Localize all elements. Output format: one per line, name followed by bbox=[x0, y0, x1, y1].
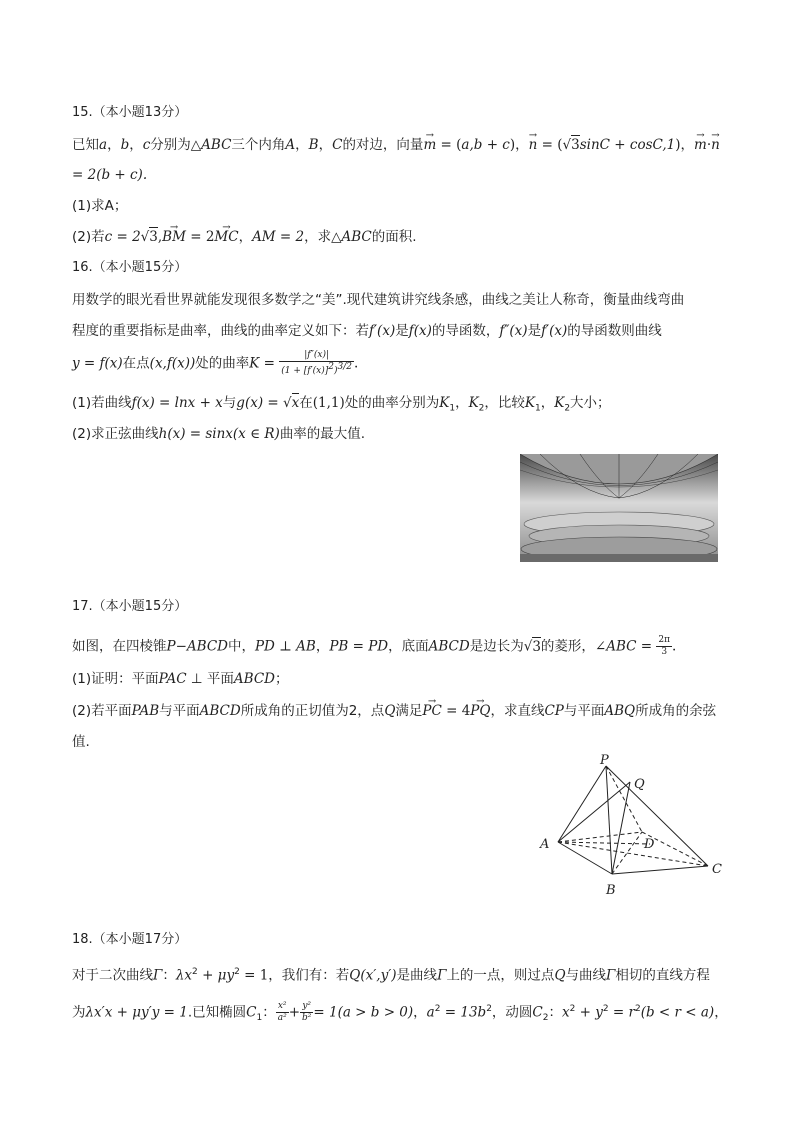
label-c: C bbox=[712, 862, 722, 877]
q16-header: 16.（本小题15分） bbox=[72, 260, 188, 275]
q16-part1: (1)若曲线f(x) = lnx + x与g(x) = √x在(1,1)处的曲率分别为$K_1$，$K_2$，比较$K_1$，$K_2$大小； bbox=[72, 395, 611, 414]
q18-line2: 为λx′x + μy′y = 1.已知椭圆$C_1$： $\frac{\text{x²}}{\text{a²}}$ + $\frac{\text{y²}}{\text{b²}}$ = 1(a > b > 0)，$a^2 = 13b^2$，动圆$C_2$：$x^2 + y^2 = r^2(b < r < a)$， bbox=[72, 1001, 728, 1024]
q16-line3: y = f(x)在点(x,f(x))处的曲率K = $\frac{|f''(x)|}{(1 + [f'(x)]^2)^{3/2}}$ . bbox=[72, 350, 359, 376]
q15-header: 15.（本小题13分） bbox=[72, 105, 188, 120]
pyramid-figure bbox=[530, 752, 730, 902]
label-d: D bbox=[644, 837, 655, 852]
q15-line2: = 2(b + c). bbox=[72, 167, 148, 183]
q16-line2: 程度的重要指标是曲率，曲线的曲率定义如下：若f′(x)是f(x)的导函数，f″(x)是f′(x)的导函数则曲线 bbox=[72, 323, 662, 339]
curvature-fraction: $\frac{|f''(x)|}{(1 + [f'(x)]^2)^{3/2}}$ bbox=[281, 350, 352, 376]
label-b: B bbox=[606, 883, 616, 898]
q17-header: 17.（本小题15分） bbox=[72, 599, 188, 614]
label-p: P bbox=[600, 753, 609, 768]
label-a: A bbox=[540, 837, 550, 852]
q17-part2-cont: 值. bbox=[72, 734, 90, 750]
q15-part1: (1)求A； bbox=[72, 198, 128, 214]
q15-part2: (2)若c = 2√3,→ BM = 2→ MC，AM = 2，求△ABC的面积. bbox=[72, 228, 417, 246]
label-q: Q bbox=[634, 777, 645, 792]
architecture-photo bbox=[520, 454, 718, 562]
q16-line1: 用数学的眼光看世界就能发现很多数学之“美”.现代建筑讲究线条感，曲线之美让人称奇，衡量曲线弯曲 bbox=[72, 292, 685, 308]
q18-line1: 对于二次曲线Γ：$\lambda x^2 + \mu y^2 = 1$，我们有：若Q(x′,y′)是曲线Γ上的一点，则过点Q与曲线Γ相切的直线方程 bbox=[72, 967, 710, 984]
q15-line1: 已知a，b，c分别为△ABC三个内角A，B，C的对边，向量→ m = (a,b + c)，→ n = (√3sinC + cosC,1)，→ m·→ n bbox=[72, 136, 720, 154]
q17-part1: (1)证明：平面PAC ⊥ 平面ABCD； bbox=[72, 671, 289, 687]
q17-line1: 如图，在四棱锥P−ABCD中，PD ⊥ AB，PB = PD，底面ABCD是边长为√3的菱形，∠ABC = $\frac{2\pi}{3}$ . bbox=[72, 635, 677, 657]
q17-part2: (2)若平面PAB与平面ABCD所成角的正切值为2，点Q满足→ PC = 4→ PQ，求直线CP与平面ABQ所成角的余弦 bbox=[72, 702, 716, 720]
q18-header: 18.（本小题17分） bbox=[72, 932, 188, 947]
q16-part2: (2)求正弦曲线h(x) = sinx(x ∈ R)曲率的最大值. bbox=[72, 426, 366, 442]
